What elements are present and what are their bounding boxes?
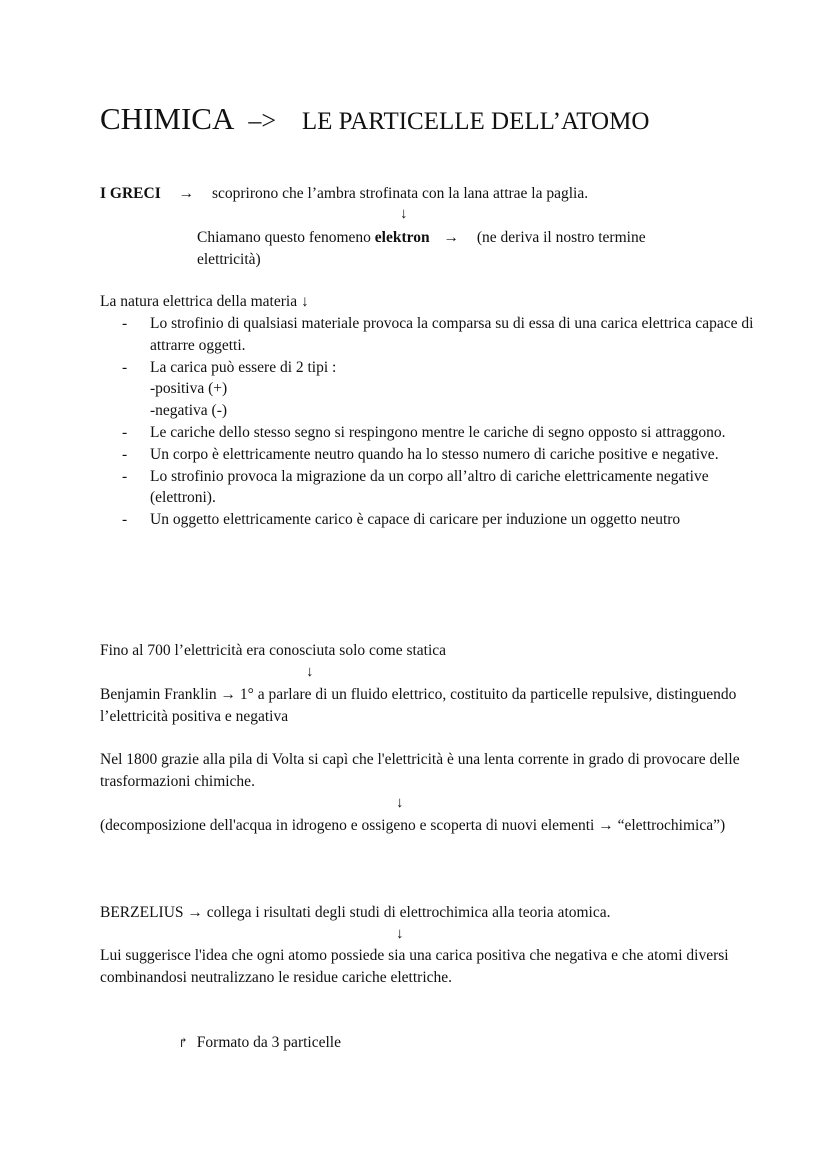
- elektron-note-line2: elettricità): [197, 251, 261, 268]
- list-item-text: Le cariche dello stesso segno si respingono mentre le cariche di segno opposto si attraggono.: [150, 423, 726, 441]
- dash-marker: -: [122, 358, 128, 376]
- list-item: [122, 444, 762, 466]
- static-electricity-line: Fino al 700 l’elettricità era conosciuta solo come statica: [100, 642, 447, 659]
- charge-type-negative: -negativa (-): [150, 402, 228, 420]
- franklin-text: Benjamin Franklin → 1° a parlare di un fluido elettrico, costituito da particelle repulsive, distinguendo l’elettricità positiva e negativa: [100, 686, 737, 725]
- volta-text: Nel 1800 grazie alla pila di Volta si capì che l'elettricità è una lenta corrente in grado di provocare delle trasformazioni chimiche.: [100, 751, 740, 790]
- list-item: [122, 422, 762, 444]
- list-item: [122, 313, 762, 357]
- list-item-text: Lo strofinio di qualsiasi materiale provoca la comparsa su di essa di una carica elettrica capace di attrarre oggetti.: [150, 315, 754, 354]
- list-item: [122, 509, 762, 531]
- berzelius-line: BERZELIUS → collega i risultati degli studi di elettrochimica alla teoria atomica.: [100, 904, 611, 921]
- greci-label: I GRECI: [100, 185, 161, 202]
- list-item-text: La carica può essere di 2 tipi :: [150, 358, 337, 376]
- history-down-arrow-2: ↓: [396, 795, 404, 811]
- elektron-arrow: →: [443, 229, 459, 246]
- list-item-text: Lo strofinio provoca la migrazione da un corpo all’altro di cariche elettricamente negative (elettroni).: [150, 467, 709, 507]
- elektron-line: [197, 227, 646, 249]
- particles-note-text: Formato da 3 particelle: [196, 1034, 341, 1051]
- particles-note: [178, 1032, 341, 1054]
- dash-marker: -: [122, 445, 128, 463]
- history-down-arrow-1: ↓: [306, 664, 314, 680]
- greci-text: scoprirono che l’ambra strofinata con la lana attrae la paglia.: [211, 185, 589, 202]
- turn-arrow-icon: ↱: [178, 1035, 189, 1050]
- dash-marker: -: [122, 511, 128, 529]
- title-arrow: –>: [248, 106, 277, 135]
- list-item: [122, 357, 762, 422]
- title-subtitle: LE PARTICELLE DELL’ATOMO: [301, 108, 650, 135]
- list-item-text: Un corpo è elettricamente neutro quando ha lo stesso numero di cariche positive e negative.: [150, 445, 719, 463]
- dash-marker: -: [122, 467, 128, 485]
- title-main: CHIMICA: [100, 101, 233, 136]
- greci-arrow: →: [178, 185, 195, 202]
- greci-line: [100, 183, 588, 205]
- nature-list: [122, 313, 762, 531]
- dash-marker: -: [122, 423, 128, 441]
- list-item: [122, 466, 762, 510]
- elektron-note-line1: (ne deriva il nostro termine: [476, 229, 646, 246]
- elektron-prefix: Chiamano questo fenomeno: [197, 229, 375, 246]
- decomposition-text: (decomposizione dell'acqua in idrogeno e ossigeno e scoperta di nuovi elementi → “elettrochimica”): [100, 817, 726, 834]
- berzelius-idea: Lui suggerisce l'idea che ogni atomo possiede sia una carica positiva che negativa e che atomi diversi combinandosi neutralizzano le residue cariche elettriche.: [100, 947, 729, 986]
- greci-down-arrow: ↓: [400, 206, 408, 222]
- berzelius-down-arrow: ↓: [396, 926, 404, 942]
- nature-heading: La natura elettrica della materia ↓: [100, 293, 309, 310]
- page-title: [100, 100, 649, 141]
- dash-marker: -: [122, 315, 128, 332]
- charge-type-positive: -positiva (+): [150, 380, 228, 398]
- list-item-text: Un oggetto elettricamente carico è capace di caricare per induzione un oggetto neutro: [150, 511, 681, 529]
- elektron-term: elektron: [374, 229, 430, 246]
